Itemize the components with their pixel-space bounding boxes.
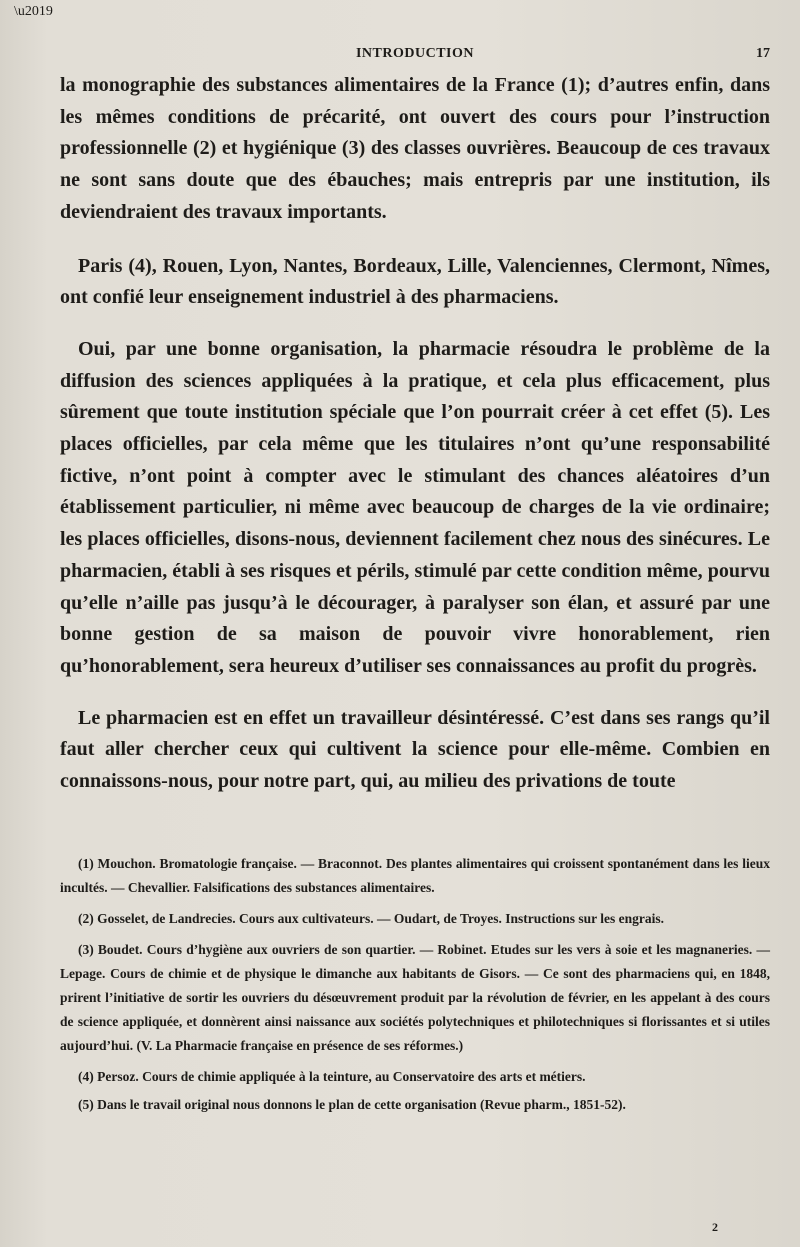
footnote: (4) Persoz. Cours de chimie appliquée à la teinture, au Conservatoire des arts et métiers.	[78, 1069, 586, 1084]
paragraph: Oui, par une bonne organisation, la pharmacie résoudra le problème de la diffusion des sciences appliquées à la pratique, et cela plus efficacement, plus sûrement que toute institution spéciale que l’on pourrait créer à cet effet (5). Les places officielles, par cela même que les titulaires n’ont qu’une responsabilité fictive, n’ont point à compter avec le stimulant des chances aléatoires d’un établissement particulier, ni même avec beaucoup de charges de la vie ordinaire; les places officielles, disons-nous, deviennent facilement chez nous des sinécures. Le pharmacien, établi à ses risques et périls, stimulé par cette condition même, pourvu qu’elle n’aille pas jusqu’à le décourager, à paralyser son élan, et assuré par une bonne gestion de sa maison de pouvoir vivre honorablement, rien qu’honorablement, sera heureux d’utiliser ses connaissances au profit du progrès.	[60, 337, 770, 677]
paragraph: Le pharmacien est en effet un travailleur désintéressé. C’est dans ses rangs qu’il faut aller chercher ceux qui cultivent la science pour elle-même. Combien en connaissons-nous, pour notre part, qui, au milieu des privations de toute	[60, 706, 770, 793]
footnote: (3) Boudet. Cours d’hygiène aux ouvriers de son quartier. — Robinet. Etudes sur les vers à soie et les magnaneries. — Lepage. Cours de chimie et de physique le dimanche aux habitants de Gisors. — Ce sont des pharmaciens qui, en 1848, prirent l’initiative de sortir les ouvriers du désœuvrement produit par la révolution de février, en les appelant à des cours de science appliquée, et donnèrent ainsi naissance aux sociétés polytechniques et philotechniques si florissantes et si utiles aujourd’hui. (V. La Pharmacie française en présence de ses réformes.)	[60, 942, 770, 1053]
page-header	[60, 46, 770, 68]
signature-mark: 2	[712, 1220, 718, 1234]
footnote: (5) Dans le travail original nous donnons le plan de cette organisation (Revue pharm., 1851-52).	[78, 1097, 626, 1112]
footnote: (2) Gosselet, de Landrecies. Cours aux cultivateurs. — Oudart, de Troyes. Instructions sur les engrais.	[78, 911, 664, 926]
running-head: INTRODUCTION	[355, 46, 474, 61]
footnotes	[60, 852, 770, 1124]
paragraph: la monographie des substances alimentaires de la France (1); d’autres enfin, dans les mêmes conditions de précarité, ont ouvert des cours pour l’instruction professionnelle (2) et hygiénique (3) des classes ouvrières. Beaucoup de ces travaux ne sont sans doute que des ébauches; mais entrepris par une institution, ils deviendraient des travaux importants.	[60, 74, 770, 223]
footnote: (1) Mouchon. Bromatologie française. — Braconnot. Des plantes alimentaires qui croissent spontanément dans les lieux incultés. — Chevallier. Falsifications des substances alimentaires.	[60, 856, 770, 895]
page-number: 17	[756, 46, 770, 61]
paragraph: Paris (4), Rouen, Lyon, Nantes, Bordeaux, Lille, Valenciennes, Clermont, Nîmes, ont confié leur enseignement industriel à des pharmaciens.	[60, 254, 770, 309]
corner-speck: \u2019	[14, 4, 53, 19]
main-text	[60, 70, 770, 798]
